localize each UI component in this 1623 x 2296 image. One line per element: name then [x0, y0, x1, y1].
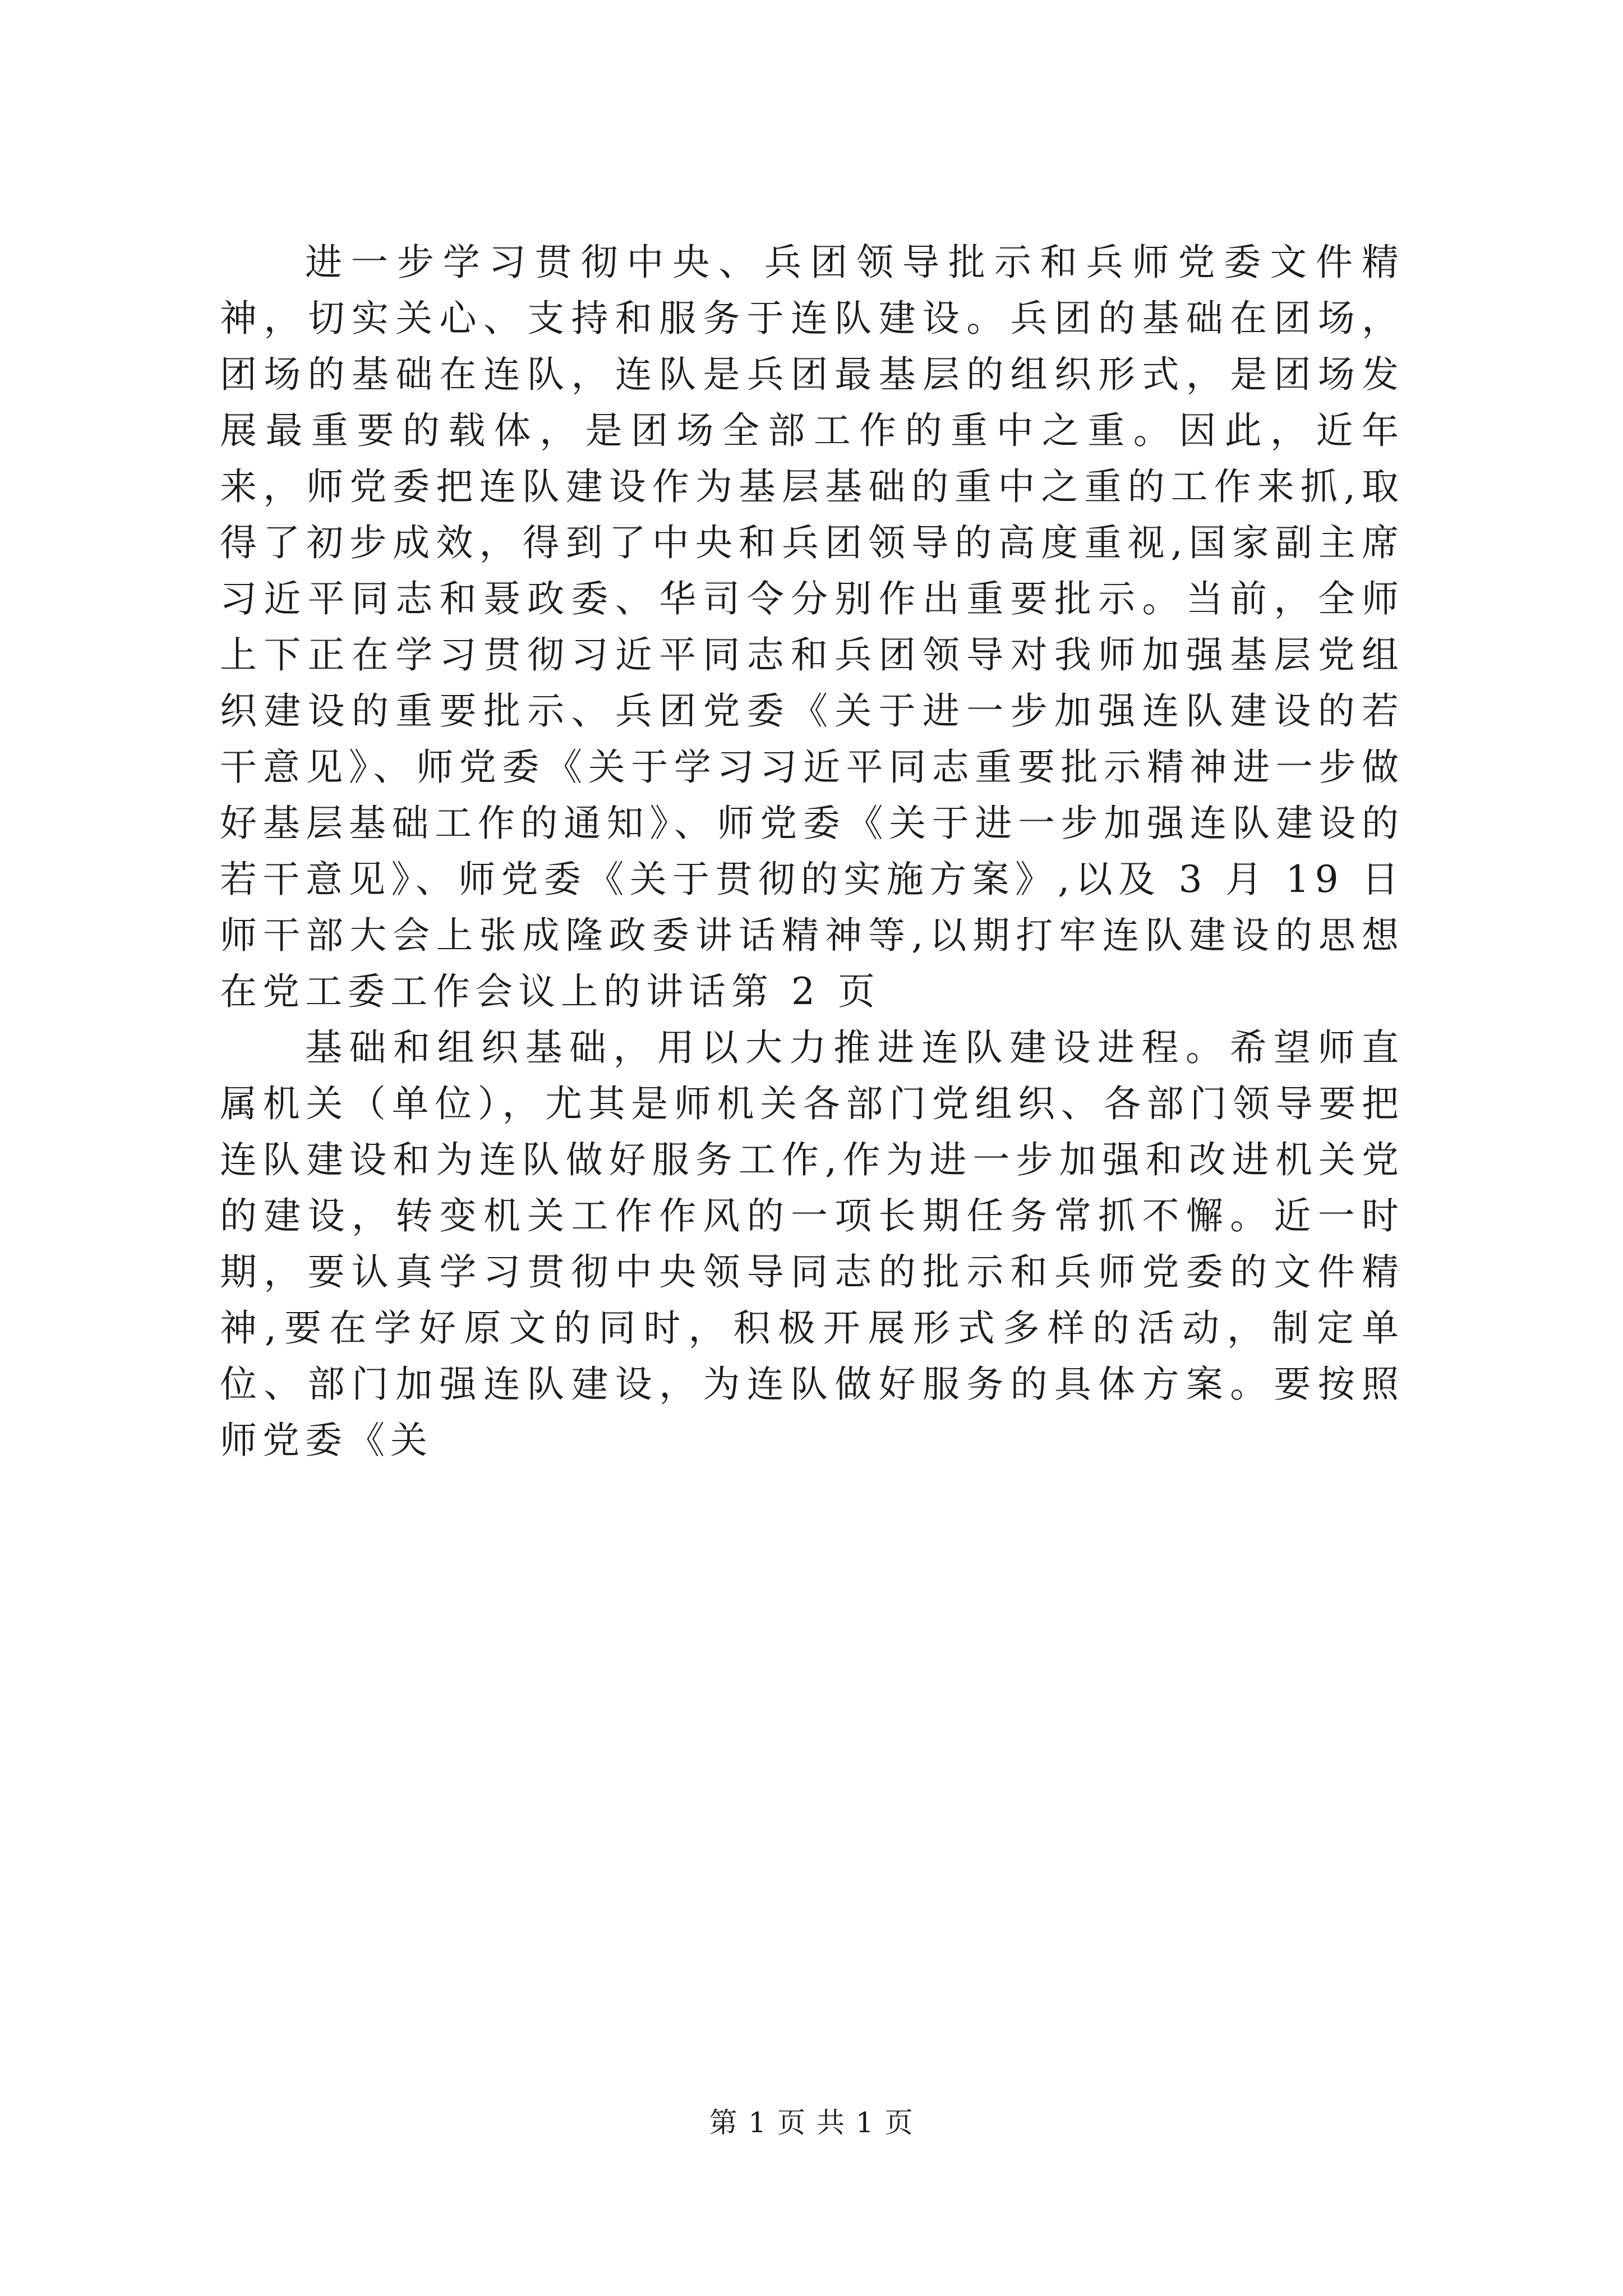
paragraph-2: 基础和组织基础，用以大力推进连队建设进程。希望师直属机关（单位），尤其是师机关各部门党组织、各部门领导要把连队建设和为连队做好服务工作,作为进一步加强和改进机关党的建设，转变机关工作作风的一项长期任务常抓不懈。近一时期，要认真学习贯彻中央领导同志的批示和兵师党委的文件精神,要在学好原文的同时，积极开展形式多样的活动，制定单位、部门加强连队建设，为连队做好服务的具体方案。要按照师党委《关 — [220, 1026, 1404, 1462]
document-body — [220, 234, 1404, 1469]
page-footer: 第 1 页 共 1 页 — [709, 2106, 914, 2139]
paragraph-1: 进一步学习贯彻中央、兵团领导批示和兵师党委文件精神，切实关心、支持和服务于连队建设。兵团的基础在团场，团场的基础在连队，连队是兵团最基层的组织形式，是团场发展最重要的载体，是团场全部工作的重中之重。因此，近年来，师党委把连队建设作为基层基础的重中之重的工作来抓,取得了初步成效，得到了中央和兵团领导的高度重视,国家副主席习近平同志和聂政委、华司令分别作出重要批示。当前，全师上下正在学习贯彻习近平同志和兵团领导对我师加强基层党组织建设的重要批示、兵团党委《关于进一步加强连队建设的若干意见》、师党委《关于学习习近平同志重要批示精神进一步做好基层基础工作的通知》、师党委《关于进一步加强连队建设的若干意见》、师党委《关于贯彻的实施方案》,以及 3 月 19 日师干部大会上张成隆政委讲话精神等,以期打牢连队建设的思想在党工委工作会议上的讲话第 2 页 — [220, 241, 1404, 1013]
